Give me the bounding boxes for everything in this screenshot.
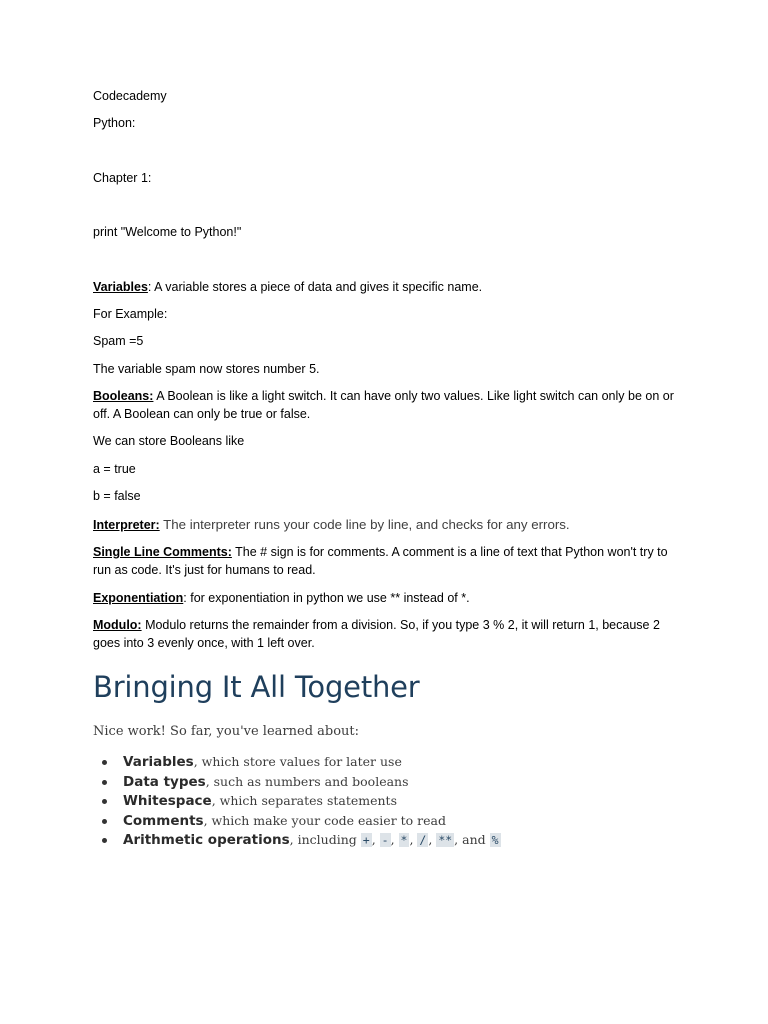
separator: , xyxy=(390,832,399,847)
section-intro: Nice work! So far, you've learned about: xyxy=(93,724,360,739)
list-item-text: , such as numbers and booleans xyxy=(205,773,409,789)
booleans-text: A Boolean is like a light switch. It can have only two values. Like light switch can only be on or off. A Boolean can only be true or false. xyxy=(93,389,674,421)
b-false-line: b = false xyxy=(93,489,141,503)
single-line-comments-term: Single Line Comments: xyxy=(93,545,232,559)
variables-paragraph xyxy=(93,279,482,296)
and-text: , and xyxy=(454,832,490,847)
title-python: Python: xyxy=(93,116,136,130)
variables-term: Variables xyxy=(93,280,148,294)
list-item-term: Variables xyxy=(123,754,194,770)
list-item-arithmetic xyxy=(93,830,501,850)
list-item-text: , which separates statements xyxy=(211,793,397,808)
modulo-term: Modulo: xyxy=(93,618,142,632)
operator-divide: / xyxy=(419,833,427,847)
interpreter-text: The interpreter runs your code line by line, and checks for any errors. xyxy=(159,517,570,532)
list-item-term: Comments xyxy=(123,812,204,829)
exponentiation-term: Exponentiation xyxy=(93,591,184,605)
booleans-paragraph xyxy=(93,388,683,423)
booleans-term: Booleans: xyxy=(93,389,154,403)
print-example: print "Welcome to Python!" xyxy=(93,225,242,239)
spam-note: The variable spam now stores number 5. xyxy=(93,362,320,376)
title-codecademy: Codecademy xyxy=(93,89,167,103)
interpreter-paragraph xyxy=(93,516,570,534)
section-heading: Bringing It All Together xyxy=(93,670,420,704)
list-item xyxy=(93,752,501,772)
exponentiation-paragraph xyxy=(93,590,470,607)
operator-multiply: * xyxy=(400,833,408,847)
list-item xyxy=(93,811,501,831)
separator: , xyxy=(371,832,380,847)
exponentiation-text: : for exponentiation in python we use ** instead of *. xyxy=(183,591,470,605)
chapter-label: Chapter 1: xyxy=(93,171,152,185)
list-item xyxy=(93,791,501,811)
list-item xyxy=(93,772,501,792)
store-booleans-line: We can store Booleans like xyxy=(93,434,245,448)
operator-modulo: % xyxy=(491,833,499,847)
interpreter-term: Interpreter: xyxy=(93,518,160,532)
separator: , xyxy=(409,832,418,847)
list-item-term: Arithmetic operations xyxy=(123,832,290,848)
operator-power: ** xyxy=(438,833,453,847)
operator-plus: + xyxy=(362,833,370,847)
for-example-label: For Example: xyxy=(93,307,168,321)
list-item-text: , which store values for later use xyxy=(193,754,402,769)
separator: , xyxy=(428,832,437,847)
list-item-text: , which make your code easier to read xyxy=(203,812,446,828)
variables-text: : A variable stores a piece of data and gives it specific name. xyxy=(147,280,483,294)
single-line-comments-paragraph xyxy=(93,544,683,579)
modulo-paragraph xyxy=(93,617,683,652)
single-line-comments-text: The # sign is for comments. A comment is a line of text that Python won't try to run as code. It's just for humans to read. xyxy=(93,545,668,577)
list-item-term: Data types xyxy=(123,773,206,790)
spam-example: Spam =5 xyxy=(93,334,144,348)
modulo-text: Modulo returns the remainder from a division. So, if you type 3 % 2, it will return 1, because 2 goes into 3 evenly once, with 1 left over. xyxy=(93,618,660,650)
list-item-term: Whitespace xyxy=(123,793,212,809)
including-text: , including xyxy=(289,832,361,847)
summary-list xyxy=(93,752,501,850)
operator-minus: - xyxy=(381,833,389,847)
a-true-line: a = true xyxy=(93,462,136,476)
